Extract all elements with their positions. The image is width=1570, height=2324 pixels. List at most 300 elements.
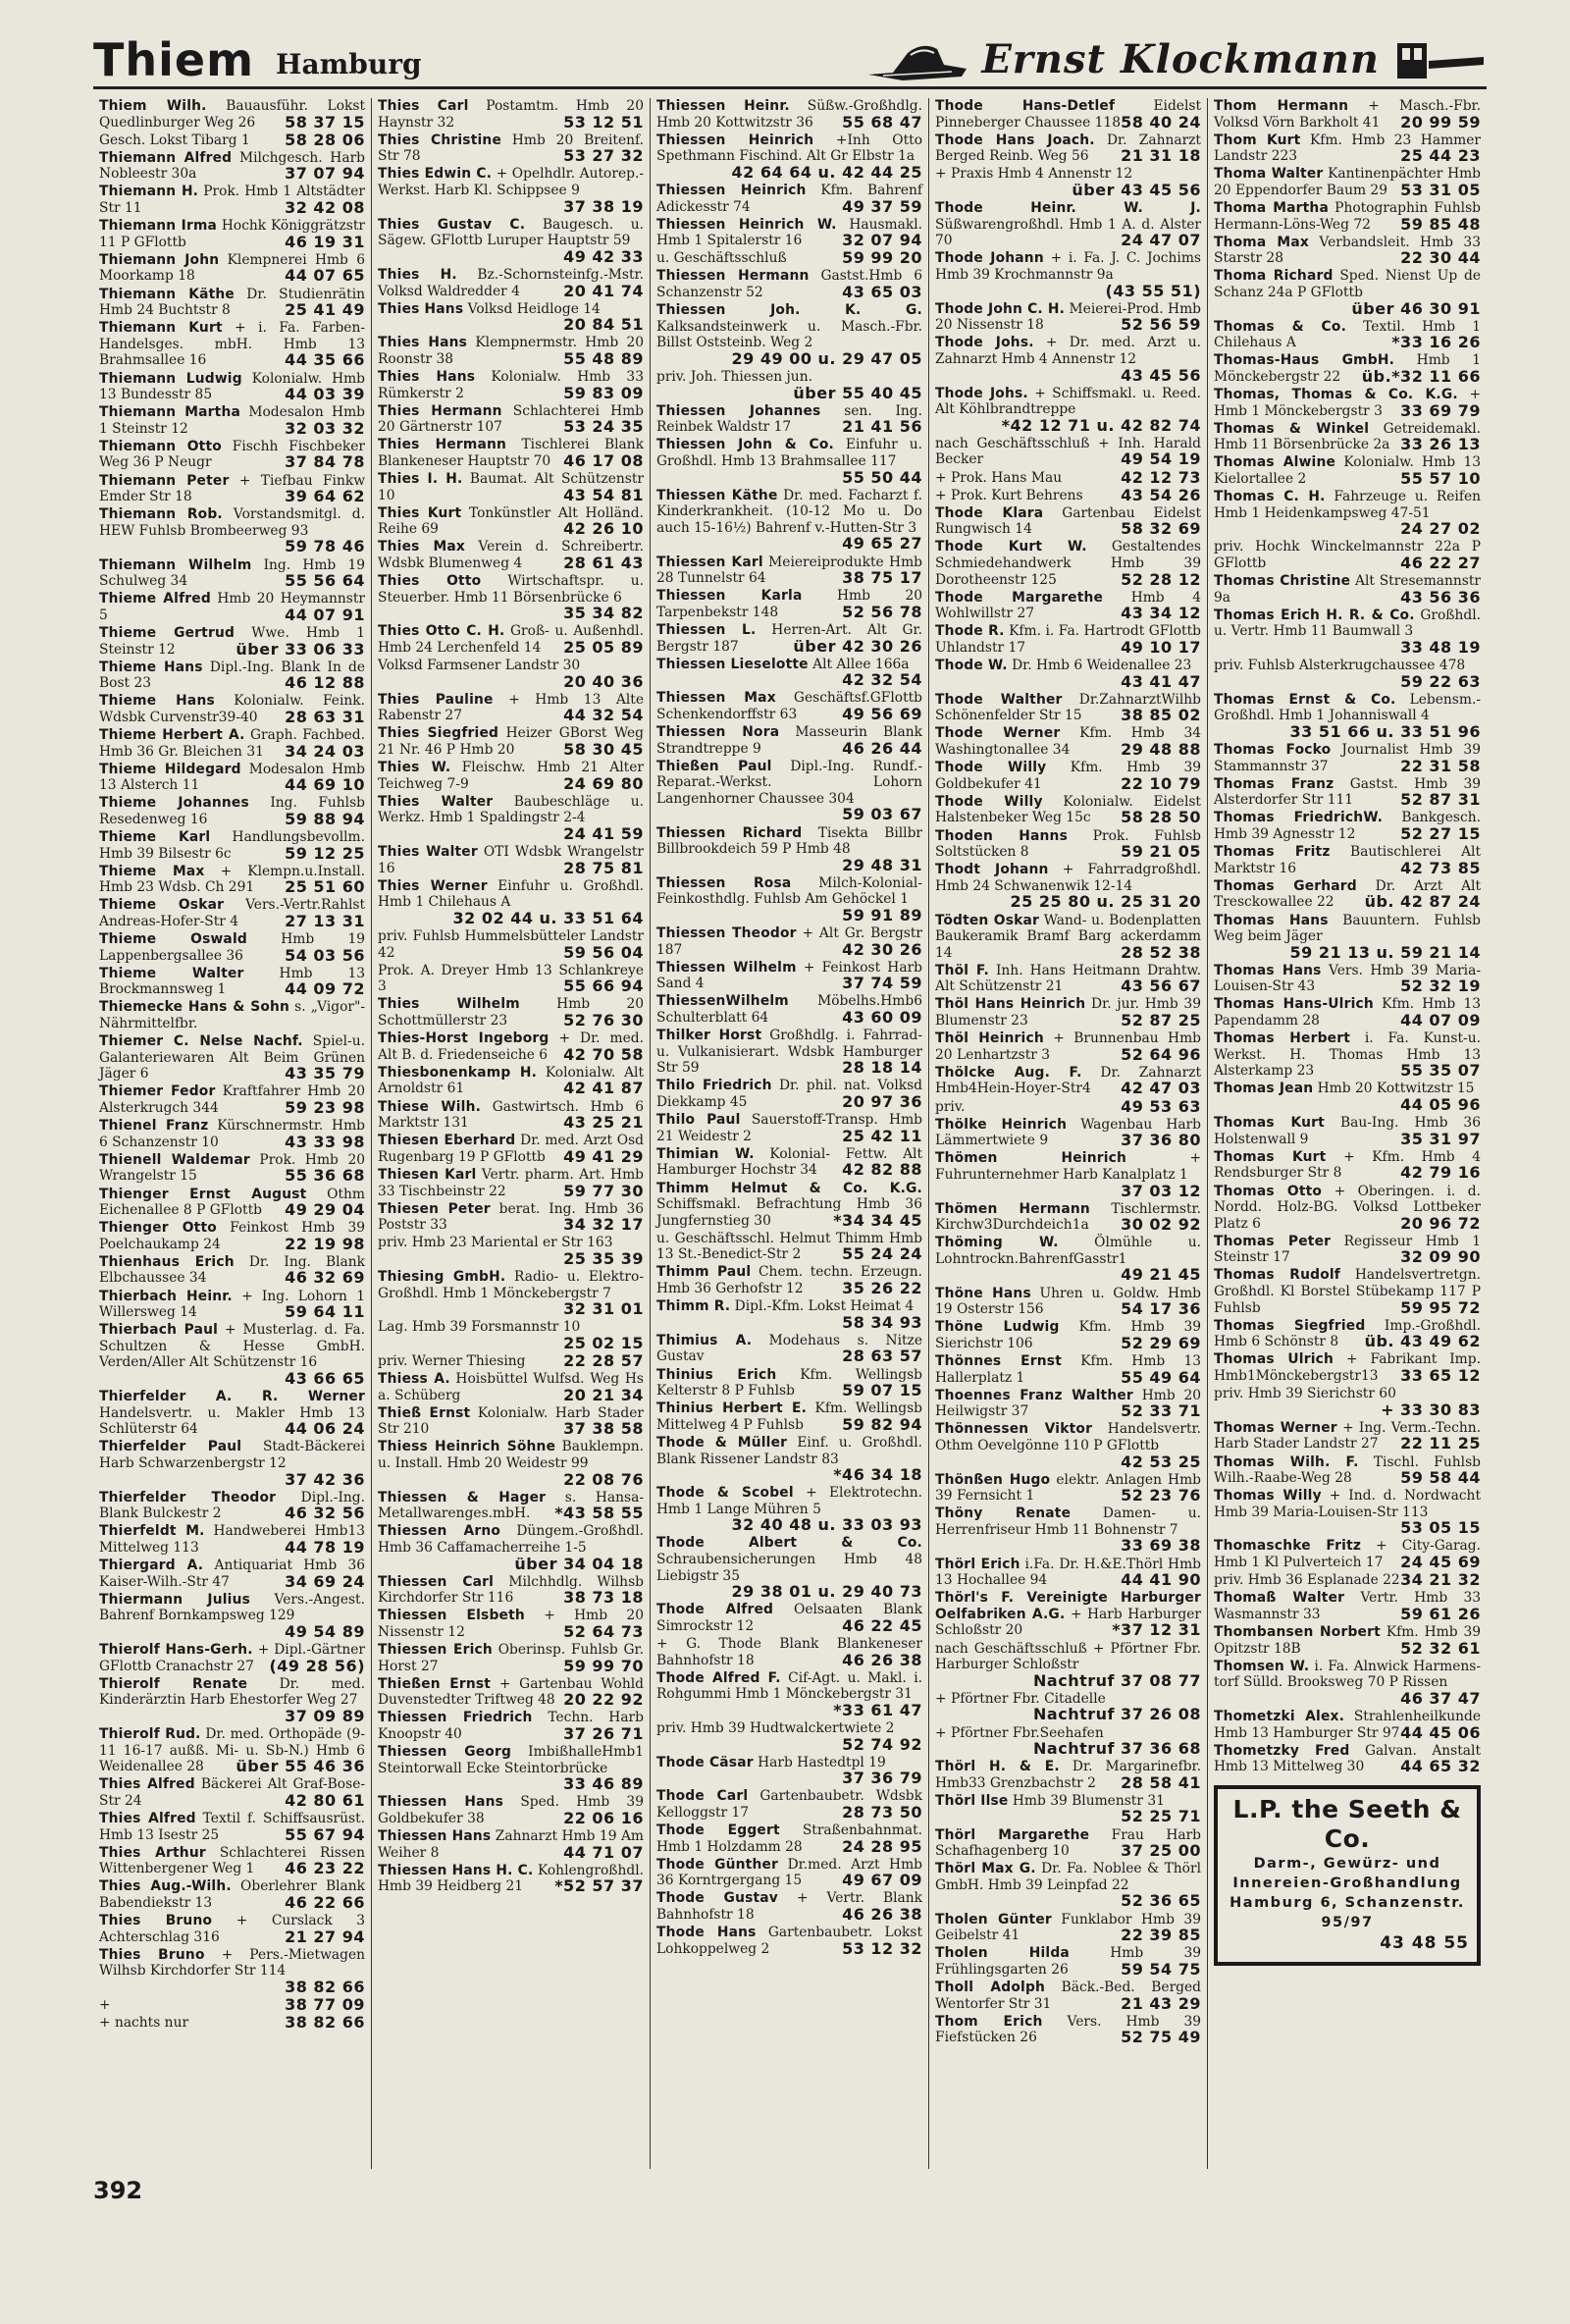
entry-phone: 20 84 51 bbox=[563, 315, 644, 335]
entry-name: Thiesen Peter bbox=[378, 1200, 491, 1217]
entry-phone: 37 07 94 bbox=[285, 164, 365, 184]
entry-details: Bäck.-Bed. Berged Wentorfer Str 31 bbox=[935, 1979, 1201, 2012]
entry-details: + Gartenbau Wohld Duvenstedter Triftweg 48 bbox=[378, 1675, 644, 1709]
entry-name: Thode W. bbox=[935, 658, 1008, 674]
entry-name: Thoma Walter bbox=[1214, 166, 1324, 183]
entry-details: Klempnerei Hmb 6 Moorkamp 18 bbox=[99, 251, 365, 285]
entry-phone: 22 10 79 bbox=[1121, 773, 1201, 793]
entry-name: Thode John C. H. bbox=[935, 300, 1066, 317]
listing-entry bbox=[656, 1720, 922, 1753]
entry-phone: 49 29 04 bbox=[285, 1200, 365, 1220]
listing-entry bbox=[378, 878, 644, 927]
entry-phone: 46 17 08 bbox=[563, 450, 644, 470]
entry-details: + Brunnenbau Hmb 20 Lenhartzstr 3 bbox=[935, 1030, 1201, 1063]
entry-details: Milchgesch. Harb Nobleestr 30a bbox=[99, 149, 365, 183]
entry-phone: 59 64 11 bbox=[285, 1302, 365, 1322]
entry-phone: 52 27 15 bbox=[1400, 824, 1481, 844]
listing-entry bbox=[99, 1254, 365, 1287]
listing-entry bbox=[99, 1592, 365, 1641]
listing-entry bbox=[935, 386, 1201, 435]
ad-line-3: Hamburg 6, Schanzenstr. 95/97 bbox=[1230, 1894, 1465, 1930]
entry-details: + nachts nur bbox=[99, 2015, 189, 2032]
entry-phone: 52 32 61 bbox=[1400, 1638, 1481, 1658]
entry-phone: 25 42 11 bbox=[842, 1126, 922, 1145]
entry-phone: 33 65 12 bbox=[1400, 1366, 1481, 1386]
entry-phone: 59 21 05 bbox=[1121, 842, 1201, 862]
entry-details: i.Fa. Dr. H.&E.Thörl Hmb 13 Hochallee 94 bbox=[935, 1556, 1201, 1589]
listing-entry bbox=[1214, 1624, 1481, 1657]
entry-phone: 20 99 59 bbox=[1400, 112, 1481, 132]
listing-entry bbox=[656, 1028, 922, 1077]
entry-name: Thinius Herbert E. bbox=[656, 1400, 808, 1417]
entry-name: Thießen Paul bbox=[656, 758, 772, 774]
listing-entry bbox=[1214, 1115, 1481, 1147]
listing-entry bbox=[935, 1827, 1201, 1860]
entry-details: Gastst. Hmb 39 Alsterdorfer Str 111 bbox=[1214, 775, 1481, 809]
entry-name: Thöne Hans bbox=[935, 1285, 1031, 1301]
entry-phone: 44 07 09 bbox=[1400, 1011, 1481, 1030]
entry-phone: 22 19 98 bbox=[285, 1234, 365, 1253]
entry-name: Thomas Hans bbox=[1214, 962, 1322, 978]
entry-phone: 53 27 32 bbox=[563, 146, 644, 166]
listing-entry bbox=[1214, 573, 1481, 606]
entry-name: Thomas-Haus GmbH. bbox=[1214, 352, 1395, 369]
listing-entry bbox=[1214, 539, 1481, 571]
entry-phone: 22 31 58 bbox=[1400, 756, 1481, 775]
entry-phone: 52 87 25 bbox=[1121, 1011, 1201, 1030]
entry-details: + bbox=[99, 1997, 111, 2013]
entry-phone: 55 49 64 bbox=[1121, 1367, 1201, 1387]
entry-phone: 43 56 67 bbox=[1121, 977, 1201, 996]
entry-phone: 35 31 97 bbox=[1400, 1129, 1481, 1148]
entry-details: Gesch. Lokst Tibarg 1 bbox=[99, 132, 250, 148]
entry-phone: 29 48 31 bbox=[842, 855, 922, 874]
entry-phone: 59 78 46 bbox=[285, 537, 365, 556]
entry-phone: 28 73 50 bbox=[842, 1802, 922, 1822]
listing-entry bbox=[656, 1925, 922, 1957]
entry-phone: 59 83 09 bbox=[563, 383, 644, 402]
listing-entry bbox=[99, 591, 365, 623]
entry-details: Schiffsmakl. Befrachtung Hmb 36 Jungfernstieg 30 bbox=[656, 1196, 922, 1229]
entry-phone: 53 12 51 bbox=[563, 112, 644, 132]
entry-phone: 29 38 01 u. 29 40 73 bbox=[731, 1582, 922, 1602]
entry-phone: 44 71 07 bbox=[563, 1842, 644, 1862]
listing-entry bbox=[378, 1235, 644, 1267]
listing-entry bbox=[99, 184, 365, 216]
entry-phone: 44 03 39 bbox=[285, 385, 365, 404]
entry-phone: 21 41 56 bbox=[842, 417, 922, 437]
listing-entry bbox=[935, 1691, 1201, 1723]
listing-entry bbox=[378, 369, 644, 401]
entry-details: Hochk Königgrätzstr 11 P GFlottb bbox=[99, 218, 366, 250]
entry-phone: 25 44 23 bbox=[1400, 146, 1481, 166]
entry-details: Wwe. Hmb 1 Steinstr 12 bbox=[99, 624, 365, 658]
listing-entry bbox=[378, 217, 644, 266]
listing-entry bbox=[1214, 658, 1481, 690]
entry-details: Handelsvertr. u. Makler Hmb 13 Schlüterstr 64 bbox=[99, 1404, 365, 1438]
entry-name: Thode & Müller bbox=[656, 1434, 788, 1451]
entry-phone: 34 69 24 bbox=[285, 1571, 365, 1591]
entry-name: Thöne Ludwig bbox=[935, 1319, 1060, 1336]
entry-details: Kolonialw. Harb Stader Str 210 bbox=[378, 1404, 644, 1438]
entry-name: Thiessen Hermann bbox=[656, 268, 810, 285]
listing-entry bbox=[935, 200, 1201, 249]
entry-name: Thies Siegfried bbox=[378, 725, 499, 742]
entry-name: Thiesing GmbH. bbox=[378, 1268, 506, 1285]
entry-details: Kfm. Hmb 39 Opitzstr 18B bbox=[1214, 1623, 1482, 1657]
entry-phone: 59 61 26 bbox=[1400, 1604, 1481, 1623]
entry-name: Thomaschke Fritz bbox=[1214, 1538, 1362, 1555]
entry-name: Thomas Werner bbox=[1214, 1419, 1337, 1436]
entry-phone: 52 87 31 bbox=[1400, 790, 1481, 810]
entry-phone: 24 45 69 bbox=[1400, 1553, 1481, 1572]
listing-entry bbox=[935, 1861, 1201, 1910]
entry-details: Kalksandsteinwerk u. Masch.-Fbr. Billst Oststeinb. Weg 2 bbox=[656, 318, 922, 351]
entry-name: Thies Hans bbox=[378, 369, 476, 385]
entry-details: Wand- u. Bodenplatten Baukeramik Bramf Barg ackerdamm 14 bbox=[935, 912, 1202, 961]
entry-details: Textil. Hmb 1 Chilehaus A bbox=[1214, 318, 1482, 351]
entry-details: priv. Hmb 39 Hudtwalckertwiete 2 bbox=[656, 1720, 895, 1736]
entry-phone: 44 65 32 bbox=[1400, 1757, 1481, 1776]
listing-entry bbox=[99, 371, 365, 403]
listing-entry bbox=[99, 966, 365, 998]
listing-entry bbox=[378, 1794, 644, 1826]
entry-details: Oelsaaten Blank Simrockstr 12 bbox=[656, 1602, 922, 1634]
listing-entry bbox=[935, 485, 1201, 504]
entry-name: Thiergard A. bbox=[99, 1558, 204, 1574]
entry-phone: 49 10 17 bbox=[1121, 638, 1201, 657]
listing-entry bbox=[99, 1152, 365, 1185]
entry-phone: 46 26 44 bbox=[842, 738, 922, 758]
entry-name: Tödten Oskar bbox=[935, 912, 1040, 928]
entry-details: Kolonialw. Hmb 13 Kielortallee 2 bbox=[1214, 454, 1482, 488]
entry-phone: Nachtruf 37 36 68 bbox=[1033, 1739, 1201, 1759]
entry-name: Thierolf Rud. bbox=[99, 1726, 201, 1742]
entry-phone: 25 25 80 u. 25 31 20 bbox=[1010, 892, 1201, 912]
entry-details: + Ing. Lohorn 1 Willersweg 14 bbox=[99, 1288, 365, 1321]
listing-entry bbox=[656, 925, 922, 958]
listing-entry bbox=[656, 1146, 922, 1179]
listing-entry bbox=[378, 573, 644, 622]
entry-details: priv. bbox=[935, 1098, 966, 1115]
listing-entry bbox=[99, 1947, 365, 1996]
entry-details: Oberlehrer Blank Babendiekstr 13 bbox=[99, 1878, 366, 1911]
entry-phone: 55 67 94 bbox=[285, 1824, 365, 1844]
entry-phone: 37 36 79 bbox=[842, 1769, 922, 1788]
entry-details: + Klempn.u.Install. Hmb 23 Wdsb. Ch 291 bbox=[99, 863, 366, 896]
listing-entry bbox=[935, 623, 1201, 656]
entry-phone: 55 57 10 bbox=[1400, 469, 1481, 489]
listing-entry bbox=[1214, 996, 1481, 1029]
entry-phone: 24 28 95 bbox=[842, 1836, 922, 1856]
listing-entry bbox=[378, 1030, 644, 1063]
listing-entry bbox=[935, 2014, 1201, 2046]
entry-name: Thieme Max bbox=[99, 863, 205, 879]
entry-phone: 37 26 71 bbox=[563, 1724, 644, 1743]
entry-phone: 42 82 88 bbox=[842, 1160, 922, 1180]
listing-entry bbox=[99, 1776, 365, 1809]
listing-entry bbox=[935, 1201, 1201, 1234]
entry-name: Thiessen Hans bbox=[378, 1794, 504, 1811]
entry-details: Tischlerei Blank Blankeneser Hauptstr 70 bbox=[378, 437, 645, 469]
entry-name: Thimm Helmut & Co. K.G. bbox=[656, 1180, 922, 1196]
entry-phone: 52 28 12 bbox=[1121, 569, 1201, 589]
entry-name: Thiessen Erich bbox=[378, 1642, 493, 1659]
entry-name: Thönnes Ernst bbox=[935, 1352, 1063, 1369]
entry-details: Dr. med. Kinderärztin Harb Ehestorfer Weg 27 bbox=[99, 1675, 365, 1709]
listing-entry bbox=[1214, 1454, 1481, 1487]
entry-phone: 49 54 89 bbox=[285, 1621, 365, 1641]
column-1 bbox=[93, 98, 372, 2169]
listing-entry bbox=[935, 794, 1201, 826]
entry-name: Thiessen Karla bbox=[656, 588, 803, 605]
listing-entry bbox=[378, 471, 644, 503]
entry-details: +Inh Otto Spethmann Fischind. Alt Gr Elbstr 1a bbox=[656, 132, 922, 165]
entry-details: Techn. Harb Knoopstr 40 bbox=[378, 1710, 644, 1742]
entry-phone: 25 51 60 bbox=[285, 877, 365, 897]
listing-entry bbox=[1214, 1488, 1481, 1537]
listing-entry bbox=[378, 1439, 644, 1488]
entry-phone: 46 32 56 bbox=[285, 1504, 365, 1523]
listing-entry bbox=[935, 1353, 1201, 1386]
listing-entry bbox=[935, 1980, 1201, 2012]
entry-name: Thometzki Alex. bbox=[1214, 1708, 1345, 1724]
listing-entry bbox=[935, 1472, 1201, 1505]
entry-name: Thieme Herbert A. bbox=[99, 726, 245, 743]
entry-phone: üb. 43 49 62 bbox=[1364, 1332, 1481, 1351]
entry-phone: 53 05 15 bbox=[1400, 1518, 1481, 1538]
entry-phone: 32 03 32 bbox=[285, 418, 365, 438]
entry-name: Thies I. H. bbox=[378, 471, 463, 488]
entry-phone: über 55 40 45 bbox=[793, 383, 922, 402]
entry-phone: 46 23 22 bbox=[285, 1859, 365, 1878]
entry-details: Cif-Agt. u. Makl. i. Rohgummi Hmb 1 Mönckebergstr 31 bbox=[656, 1669, 923, 1703]
listing-entry bbox=[99, 252, 365, 285]
entry-details: Dr. Zahnarzt Berged Reinb. Weg 56 bbox=[935, 132, 1201, 165]
listing-entry bbox=[378, 623, 644, 656]
entry-details: Antiquariat Hmb 36 Kaiser-Wilh.-Str 47 bbox=[99, 1558, 365, 1590]
entry-name: Thode Klara bbox=[935, 504, 1044, 521]
entry-name: Thiessen Friedrich bbox=[378, 1710, 533, 1726]
entry-phone: 32 40 48 u. 33 03 93 bbox=[731, 1515, 922, 1535]
entry-phone: 55 24 24 bbox=[842, 1244, 922, 1264]
entry-details: Damen- u. Herrenfriseur Hmb 11 Bohnenstr 7 bbox=[935, 1505, 1201, 1538]
entry-name: Thiessen Lieselotte bbox=[656, 656, 809, 672]
entry-name: Thode Walther bbox=[935, 691, 1063, 708]
entry-details: Düngem.-Großhdl. Hmb 36 Caffamacherreihe 1-5 bbox=[378, 1523, 644, 1556]
entry-details: Kohlengroßhdl. Hmb 39 Heidberg 21 bbox=[378, 1862, 644, 1895]
entry-name: Thode Günther bbox=[656, 1856, 779, 1873]
listing-entry bbox=[378, 1676, 644, 1709]
entry-phone: 59 85 48 bbox=[1400, 214, 1481, 234]
entry-name: Thom Kurt bbox=[1214, 132, 1301, 148]
entry-details: Kfm. Hmb 23 Hammer Landstr 223 bbox=[1214, 132, 1481, 165]
listing-entry bbox=[656, 183, 922, 215]
entry-phone: 59 12 25 bbox=[285, 843, 365, 863]
entry-phone: über 43 45 56 bbox=[1072, 180, 1201, 199]
entry-name: Thom Erich bbox=[935, 2013, 1043, 2030]
entry-name: Thiessen Käthe bbox=[656, 487, 778, 503]
entry-name: Thoma Max bbox=[1214, 234, 1309, 250]
entry-details: Vers. Hmb 39 Fiefstücken 26 bbox=[935, 2013, 1202, 2046]
entry-details: priv. Fuhlsb Hummelsbütteler Landstr 42 bbox=[378, 928, 644, 961]
entry-name: Thomas, Thomas & Co. K.G. bbox=[1214, 387, 1458, 403]
entry-details: Heizer GBorst Weg 21 Nr. 46 P Hmb 20 bbox=[378, 725, 644, 759]
entry-phone: 33 69 38 bbox=[1121, 1536, 1201, 1556]
entry-details: Gartenbaubetr. Lokst Lohkoppelweg 2 bbox=[656, 1925, 923, 1957]
listing-entry bbox=[935, 1319, 1201, 1351]
entry-name: Thiessen Heinrich bbox=[656, 182, 807, 198]
entry-name: Thiemann Käthe bbox=[99, 286, 235, 302]
entry-phone: 55 50 44 bbox=[842, 467, 922, 487]
entry-phone: 20 97 36 bbox=[842, 1092, 922, 1112]
hat-icon bbox=[864, 35, 971, 84]
entry-phone: 52 23 76 bbox=[1121, 1486, 1201, 1505]
entry-details: Schlachterei Hmb 20 Gärtnerstr 107 bbox=[378, 402, 645, 436]
listing-entry bbox=[656, 437, 922, 486]
entry-phone: 59 58 44 bbox=[1400, 1468, 1481, 1488]
entry-name: Thomas Hans-Ulrich bbox=[1214, 996, 1374, 1013]
entry-name: Thiemann Otto bbox=[99, 438, 222, 454]
listing-entry bbox=[1214, 489, 1481, 538]
entry-details: priv. Hmb 23 Mariental er Str 163 bbox=[378, 1235, 613, 1251]
listing-entry bbox=[378, 98, 644, 131]
entry-name: Thilker Horst bbox=[656, 1028, 762, 1044]
entry-details: Prok. Hmb 1 Altstädter Str 11 bbox=[99, 184, 365, 217]
entry-details: Handelsvertr. Othm Oevelgönne 110 P GFlottb bbox=[935, 1421, 1201, 1453]
entry-name: Thilo Paul bbox=[656, 1112, 741, 1129]
entry-details: Fahrzeuge u. Reifen Hmb 1 Heidenkampsweg 47-51 bbox=[1214, 489, 1482, 521]
entry-phone: 58 28 06 bbox=[285, 130, 365, 149]
listing-entry bbox=[656, 1788, 922, 1821]
entry-details: Kantinenpächter Hmb 20 Eppendorfer Baum 29 bbox=[1214, 166, 1482, 198]
entry-details: Vers.-Vertr.Rahlst Andreas-Hofer-Str 4 bbox=[99, 897, 365, 929]
listing-entry bbox=[935, 828, 1201, 861]
entry-phone: *34 34 45 bbox=[833, 1210, 922, 1230]
listing-entry bbox=[99, 1845, 365, 1877]
entry-phone: 53 12 32 bbox=[842, 1938, 922, 1958]
listing-entry bbox=[935, 1641, 1201, 1690]
entry-phone: 59 21 13 u. 59 21 14 bbox=[1289, 942, 1481, 962]
listing-entry bbox=[1214, 1386, 1481, 1418]
entry-phone: über 55 46 36 bbox=[236, 1757, 365, 1776]
entry-name: Thombansen Norbert bbox=[1214, 1623, 1381, 1640]
entry-phone: 44 69 10 bbox=[285, 775, 365, 795]
entry-name: Thilo Friedrich bbox=[656, 1078, 772, 1094]
entry-details: Modesalon Hmb 13 Alsterch 11 bbox=[99, 761, 365, 794]
listing-entry bbox=[1214, 1318, 1481, 1350]
entry-details: Bauklempn. u. Install. Hmb 20 Weidestr 99 bbox=[378, 1439, 644, 1471]
entry-details: Vers. Hmb 39 Maria-Louisen-Str 43 bbox=[1214, 962, 1481, 995]
entry-phone: 59 22 63 bbox=[1400, 671, 1481, 691]
entry-details: Tisekta Billbr Billbrookdeich 59 P Hmb 48 bbox=[656, 824, 922, 858]
entry-name: Thode Kurt W. bbox=[935, 539, 1087, 555]
listing-entry bbox=[378, 267, 644, 299]
entry-details: + Pförtner Fbr.Seehafen bbox=[935, 1724, 1104, 1741]
listing-entry bbox=[656, 217, 922, 249]
listing-entry bbox=[656, 759, 922, 823]
entry-details: Dr. med. Orthopäde (9-11 16-17 außß. Mi- u. Sb-N.) Hmb 6 Weidenallee 28 bbox=[99, 1726, 366, 1775]
listing-entry bbox=[378, 1828, 644, 1861]
entry-phone: *42 12 71 u. 42 82 74 bbox=[1001, 415, 1201, 435]
entry-name: Thies-Horst Ingeborg bbox=[378, 1030, 550, 1047]
entry-details: Klempnermstr. Hmb 20 Roonstr 38 bbox=[378, 335, 645, 367]
listing-entry bbox=[378, 692, 644, 724]
listing-entry bbox=[99, 320, 365, 369]
entry-phone: 49 65 27 bbox=[842, 534, 922, 554]
listing-entry bbox=[935, 1150, 1201, 1199]
entry-details: Masseurin Blank Strandtreppe 9 bbox=[656, 723, 923, 757]
entry-details: Prok. Hmb 20 Wrangelstr 15 bbox=[99, 1151, 365, 1185]
entry-phone: 38 77 09 bbox=[285, 1995, 365, 2014]
listing-entry bbox=[935, 1117, 1201, 1149]
listing-entry bbox=[1214, 776, 1481, 809]
entry-name: Thomas & Winkel bbox=[1214, 420, 1370, 437]
entry-details: + Harb Harburger Schloßstr 20 bbox=[935, 1606, 1201, 1639]
entry-phone: 38 82 66 bbox=[285, 2013, 365, 2033]
entry-phone: 21 27 94 bbox=[285, 1927, 365, 1946]
page-number: 392 bbox=[93, 2177, 143, 2204]
entry-details: Hmb 13 Brockmannsweg 1 bbox=[99, 965, 365, 998]
entry-phone: 59 91 89 bbox=[842, 906, 922, 924]
entry-phone: *43 58 55 bbox=[554, 1504, 644, 1523]
listing-entry bbox=[1214, 1234, 1481, 1266]
listing-entry bbox=[1214, 1420, 1481, 1452]
entry-phone: 44 06 24 bbox=[285, 1419, 365, 1439]
entry-phone: 24 69 80 bbox=[563, 773, 644, 793]
listing-entry bbox=[378, 1201, 644, 1234]
entry-details: Möbelhs.Hmb6 Schulterblatt 64 bbox=[656, 993, 922, 1027]
entry-name: Thies Gustav C. bbox=[378, 216, 526, 233]
entry-phone: über 34 04 18 bbox=[514, 1554, 644, 1573]
entry-details: + Kfm. Hmb 4 Rendsburger Str 8 bbox=[1214, 1148, 1481, 1182]
entry-details: Textil f. Schiffsausrüst. Hmb 13 Isestr 25 bbox=[99, 1810, 366, 1843]
listing-entry bbox=[656, 1535, 922, 1600]
entry-phone: 43 56 36 bbox=[1400, 587, 1481, 607]
entry-name: Thies Hans bbox=[378, 300, 464, 317]
entry-phone: 58 32 69 bbox=[1121, 519, 1201, 539]
entry-phone: 24 47 07 bbox=[1121, 231, 1201, 250]
entry-name: Thieme Karl bbox=[99, 829, 211, 846]
listing-entry bbox=[99, 1558, 365, 1590]
entry-details: Kürschnermstr. Hmb 6 Schanzenstr 10 bbox=[99, 1118, 365, 1150]
entry-details: priv. Joh. Thiessen jun. bbox=[656, 369, 812, 385]
entry-phone: 59 54 75 bbox=[1121, 1959, 1201, 1979]
listing-entry bbox=[656, 1231, 922, 1263]
entry-name: Thies Walter bbox=[378, 844, 478, 861]
listing-entry bbox=[935, 1286, 1201, 1318]
entry-details: Hmb 4 Wohlwillstr 27 bbox=[935, 589, 1201, 622]
entry-details: Dr. Margarinefbr. Hmb33 Grenzbachstr 2 bbox=[935, 1759, 1201, 1791]
listing-entry bbox=[99, 727, 365, 760]
entry-name: Thiessen Arno bbox=[378, 1523, 501, 1540]
entry-name: Thöl Hans Heinrich bbox=[935, 996, 1086, 1013]
entry-name: Thies Otto bbox=[378, 573, 482, 590]
entry-name: Thörl's F. Vereinigte Harburger Oelfabriken A.G. bbox=[935, 1590, 1201, 1622]
entry-name: Thienger Ernst August bbox=[99, 1186, 307, 1202]
listing-entry bbox=[656, 1298, 922, 1331]
entry-name: Thöl F. bbox=[935, 962, 989, 978]
listing-entry bbox=[935, 963, 1201, 995]
listing-entry bbox=[935, 1421, 1201, 1470]
entry-phone: 37 03 12 bbox=[1121, 1181, 1201, 1200]
entry-name: Thieme Hildegard bbox=[99, 761, 241, 777]
entry-name: Thies Otto C. H. bbox=[378, 623, 505, 640]
entry-details: + Elektrotechn. Hmb 1 Lange Mühren 5 bbox=[656, 1485, 923, 1517]
listing-entry bbox=[378, 403, 644, 436]
listing-entry bbox=[1214, 1030, 1481, 1080]
entry-details: Galvan. Anstalt Hmb 13 Mittelweg 30 bbox=[1214, 1742, 1481, 1775]
